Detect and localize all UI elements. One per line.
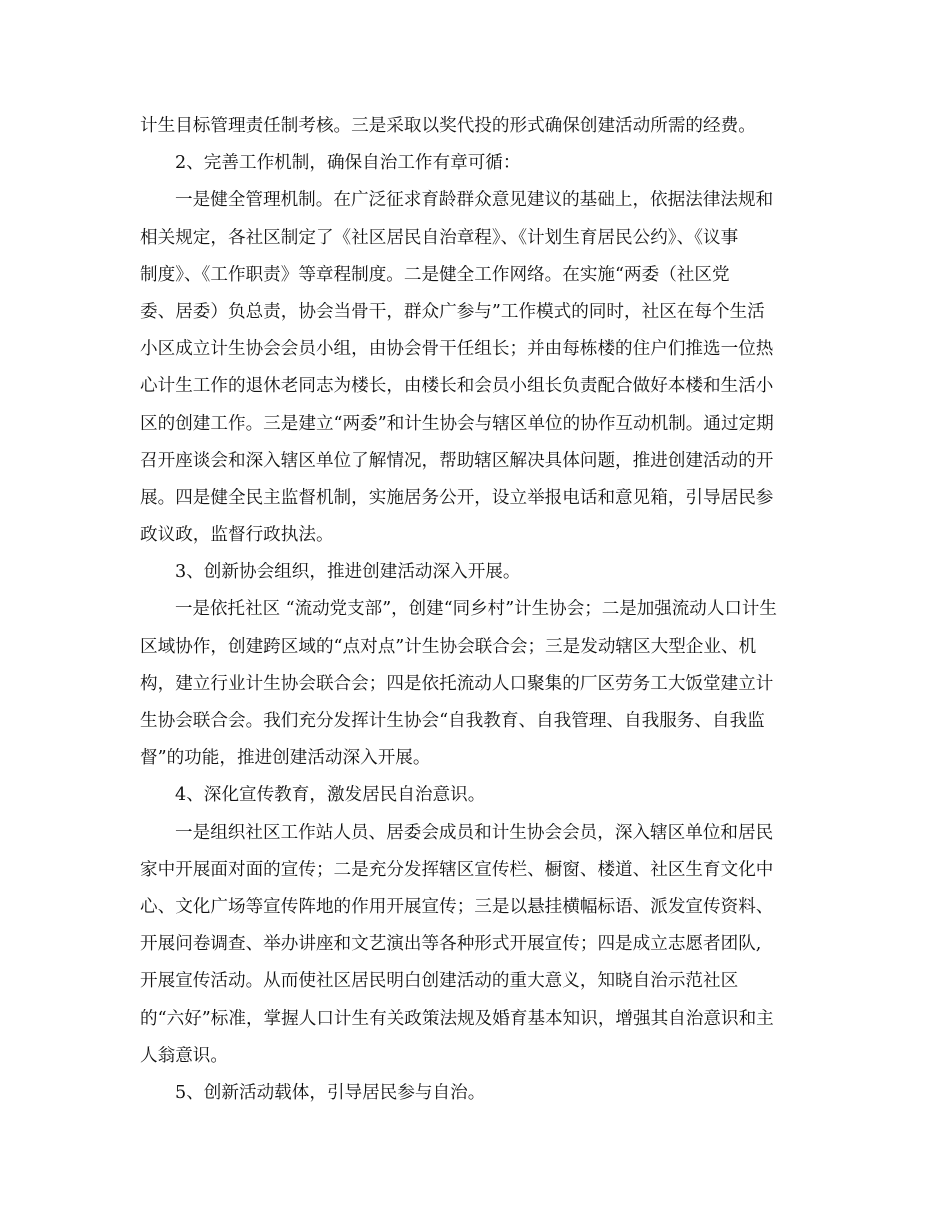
text-line: 一是组织社区工作站人员、居委会成员和计生协会会员，深入辖区单位和居民 (175, 822, 774, 843)
text-line: 一是依托社区 “流动党支部”，创建“同乡村”计生协会；二是加强流动人口计生 (175, 599, 777, 620)
text-line: 开展宣传活动。从而使社区居民明白创建活动的重大意义，知晓自治示范社区 (140, 971, 739, 992)
document-body (140, 108, 812, 1112)
text-line: 一是健全管理机制。在广泛征求育龄群众意见建议的基础上，依据法律法规和 (175, 190, 774, 211)
text-line: 督”的功能，推进创建活动深入开展。 (140, 748, 431, 769)
section-heading: 4、深化宣传教育，激发居民自治意识。 (175, 785, 486, 806)
text-line: 开展问卷调查、举办讲座和文艺演出等各种形式开展宣传；四是成立志愿者团队, (140, 934, 762, 955)
text-line: 计生目标管理责任制考核。三是采取以奖代投的形式确保创建活动所需的经费。 (140, 116, 756, 136)
text-line: 召开座谈会和深入辖区单位了解情况，帮助辖区解决具体问题，推进创建活动的开 (140, 450, 774, 471)
text-line: 的“六好”标准，掌握人口计生有关政策法规及婚育基本知识，增强其自治意识和主 (140, 1008, 774, 1029)
text-line: 心、文化广场等宣传阵地的作用开展宣传；三是以悬挂横幅标语、派发宣传资料、 (140, 896, 774, 917)
text-line: 相关规定，各社区制定了《社区居民自治章程》、《计划生育居民公约》、《议事 (140, 227, 739, 248)
text-line: 生协会联合会。我们充分发挥计生协会“自我教育、自我管理、自我服务、自我监 (140, 711, 765, 731)
text-line: 小区成立计生协会会员小组，由协会骨干任组长；并由每栋楼的住户们推选一位热 (140, 339, 774, 360)
section-heading: 5、创新活动载体，引导居民参与自治。 (175, 1082, 486, 1103)
text-line: 家中开展面对面的宣传；二是充分发挥辖区宣传栏、橱窗、楼道、社区生育文化中 (140, 859, 774, 880)
section-heading: 3、创新协会组织，推进创建活动深入开展。 (175, 562, 521, 583)
section-heading: 2、完善工作机制，确保自治工作有章可循： (175, 153, 521, 174)
text-line: 展。四是健全民主监督机制，实施居务公开，设立举报电话和意见箱，引导居民参 (140, 487, 774, 508)
text-line: 人翁意识。 (140, 1045, 228, 1066)
text-line: 制度》、《工作职责》等章程制度。二是健全工作网络。在实施“两委（社区党 (140, 264, 730, 285)
text-line: 构，建立行业计生协会联合会；四是依托流动人口聚集的厂区劳务工大饭堂建立计 (140, 673, 774, 694)
text-line: 区的创建工作。三是建立“两委”和计生协会与辖区单位的协作互动机制。通过定期 (140, 413, 774, 434)
text-line: 心计生工作的退休老同志为楼长，由楼长和会员小组长负责配合做好本楼和生活小 (140, 376, 774, 397)
text-line: 政议政，监督行政执法。 (140, 525, 334, 546)
text-line: 委、居委）负总责，协会当骨干，群众广参与”工作模式的同时，社区在每个生活 (140, 301, 765, 322)
text-line: 区域协作，创建跨区域的“点对点”计生协会联合会；三是发动辖区大型企业、机 (140, 636, 757, 657)
